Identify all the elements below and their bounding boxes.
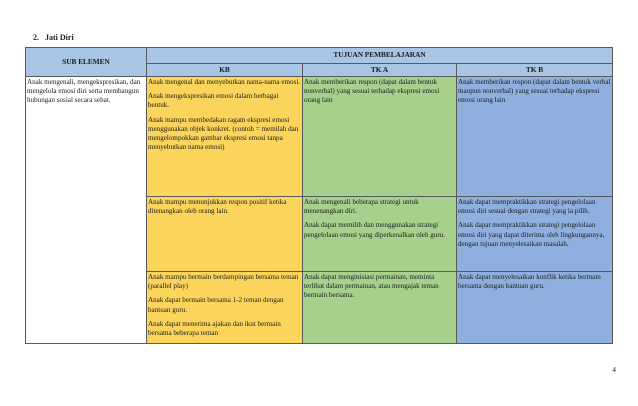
tk-a-cell [303,197,457,272]
header-tk-b: TK B [457,64,613,77]
sub-element-text: Anak mengenali, mengekspresikan, dan mengelola emosi diri serta membangun hubungan sosial secara sehat. [27,78,141,105]
tk-a-cell [303,272,457,344]
goal-text: Anak mengenali beberapa strategi untuk menenangkan diri. [304,198,419,216]
goal-text: Anak mengekspresikan emosi dalam berbagai bentuk. [148,92,279,110]
tk-a-cell [303,77,457,197]
table-row [26,77,613,197]
goal-text: Anak mampu menunjukkan respon positif ketika ditenangkan oleh orang lain. [148,198,287,216]
goal-text: Anak dapat menginisiasi permainan, meminta terlibat dalam permainan, atau mengajak teman bermain bersama. [304,273,439,300]
goal-text: Anak mampu membedakan ragam ekspresi emosi menggunakan objek konkret. (contoh = memilah dan mengelompokkan gambar ekspresi emosi tanpa menyebutkan nama emosi) [148,115,299,151]
goal-text: Anak dapat memilih dan menggunakan strategi pengelolaan emosi yang diperkenalkan oleh guru. [304,221,446,239]
tk-b-cell [457,197,613,272]
header-sub-element: SUB ELEMEN [26,48,147,77]
goal-text: Anak memberikan respon (dapat dalam bentuk verbal maupun nonverbal) yang sesuai terhadap ekspresi emosi orang lain [458,78,611,105]
learning-goals-table [25,47,613,344]
header-learning-goals: TUJUAN PEMBELAJARAN [147,48,613,64]
section-heading: Jati Diri [45,33,74,42]
section-number: 2. [33,33,39,42]
goal-text: Anak mengenal dan menyebutkan nama-nama emosi. [148,78,301,87]
goal-text: Anak dapat mempraktikkan strategi pengelolaan emosi diri yang dapat diterima oleh lingkungannya, dengan tujuan menyelesaikan masalah. [458,221,605,248]
header-tk-a: TK A [303,64,457,77]
header-kb: KB [147,64,303,77]
goal-text: Anak mampu bermain berdampingan bersama teman (parallel play) [148,273,299,291]
goal-text: Anak dapat bermain bersama 1-2 teman dengan bantuan guru. [148,296,284,314]
kb-cell [147,77,303,197]
sub-element-cell [26,77,147,344]
tk-b-cell [457,77,613,197]
page-number: 4 [612,365,616,374]
section-title [33,33,74,42]
kb-cell [147,197,303,272]
goal-text: Anak dapat mempraktikkan strategi pengelolaan emosi diri sesuai dengan strategi yang ia pilih. [458,198,596,216]
goal-text: Anak dapat menerima ajakan dan ikut bermain bersama beberapa teman [148,319,281,337]
goal-text: Anak dapat menyelesaikan konflik ketika bermain bersama dengan bantuan guru. [458,273,601,291]
goal-text: Anak memberikan respon (dapat dalam bentuk nonverbal) yang sesuai terhadap ekspresi emosi orang lain [304,78,440,105]
tk-b-cell [457,272,613,344]
kb-cell [147,272,303,344]
